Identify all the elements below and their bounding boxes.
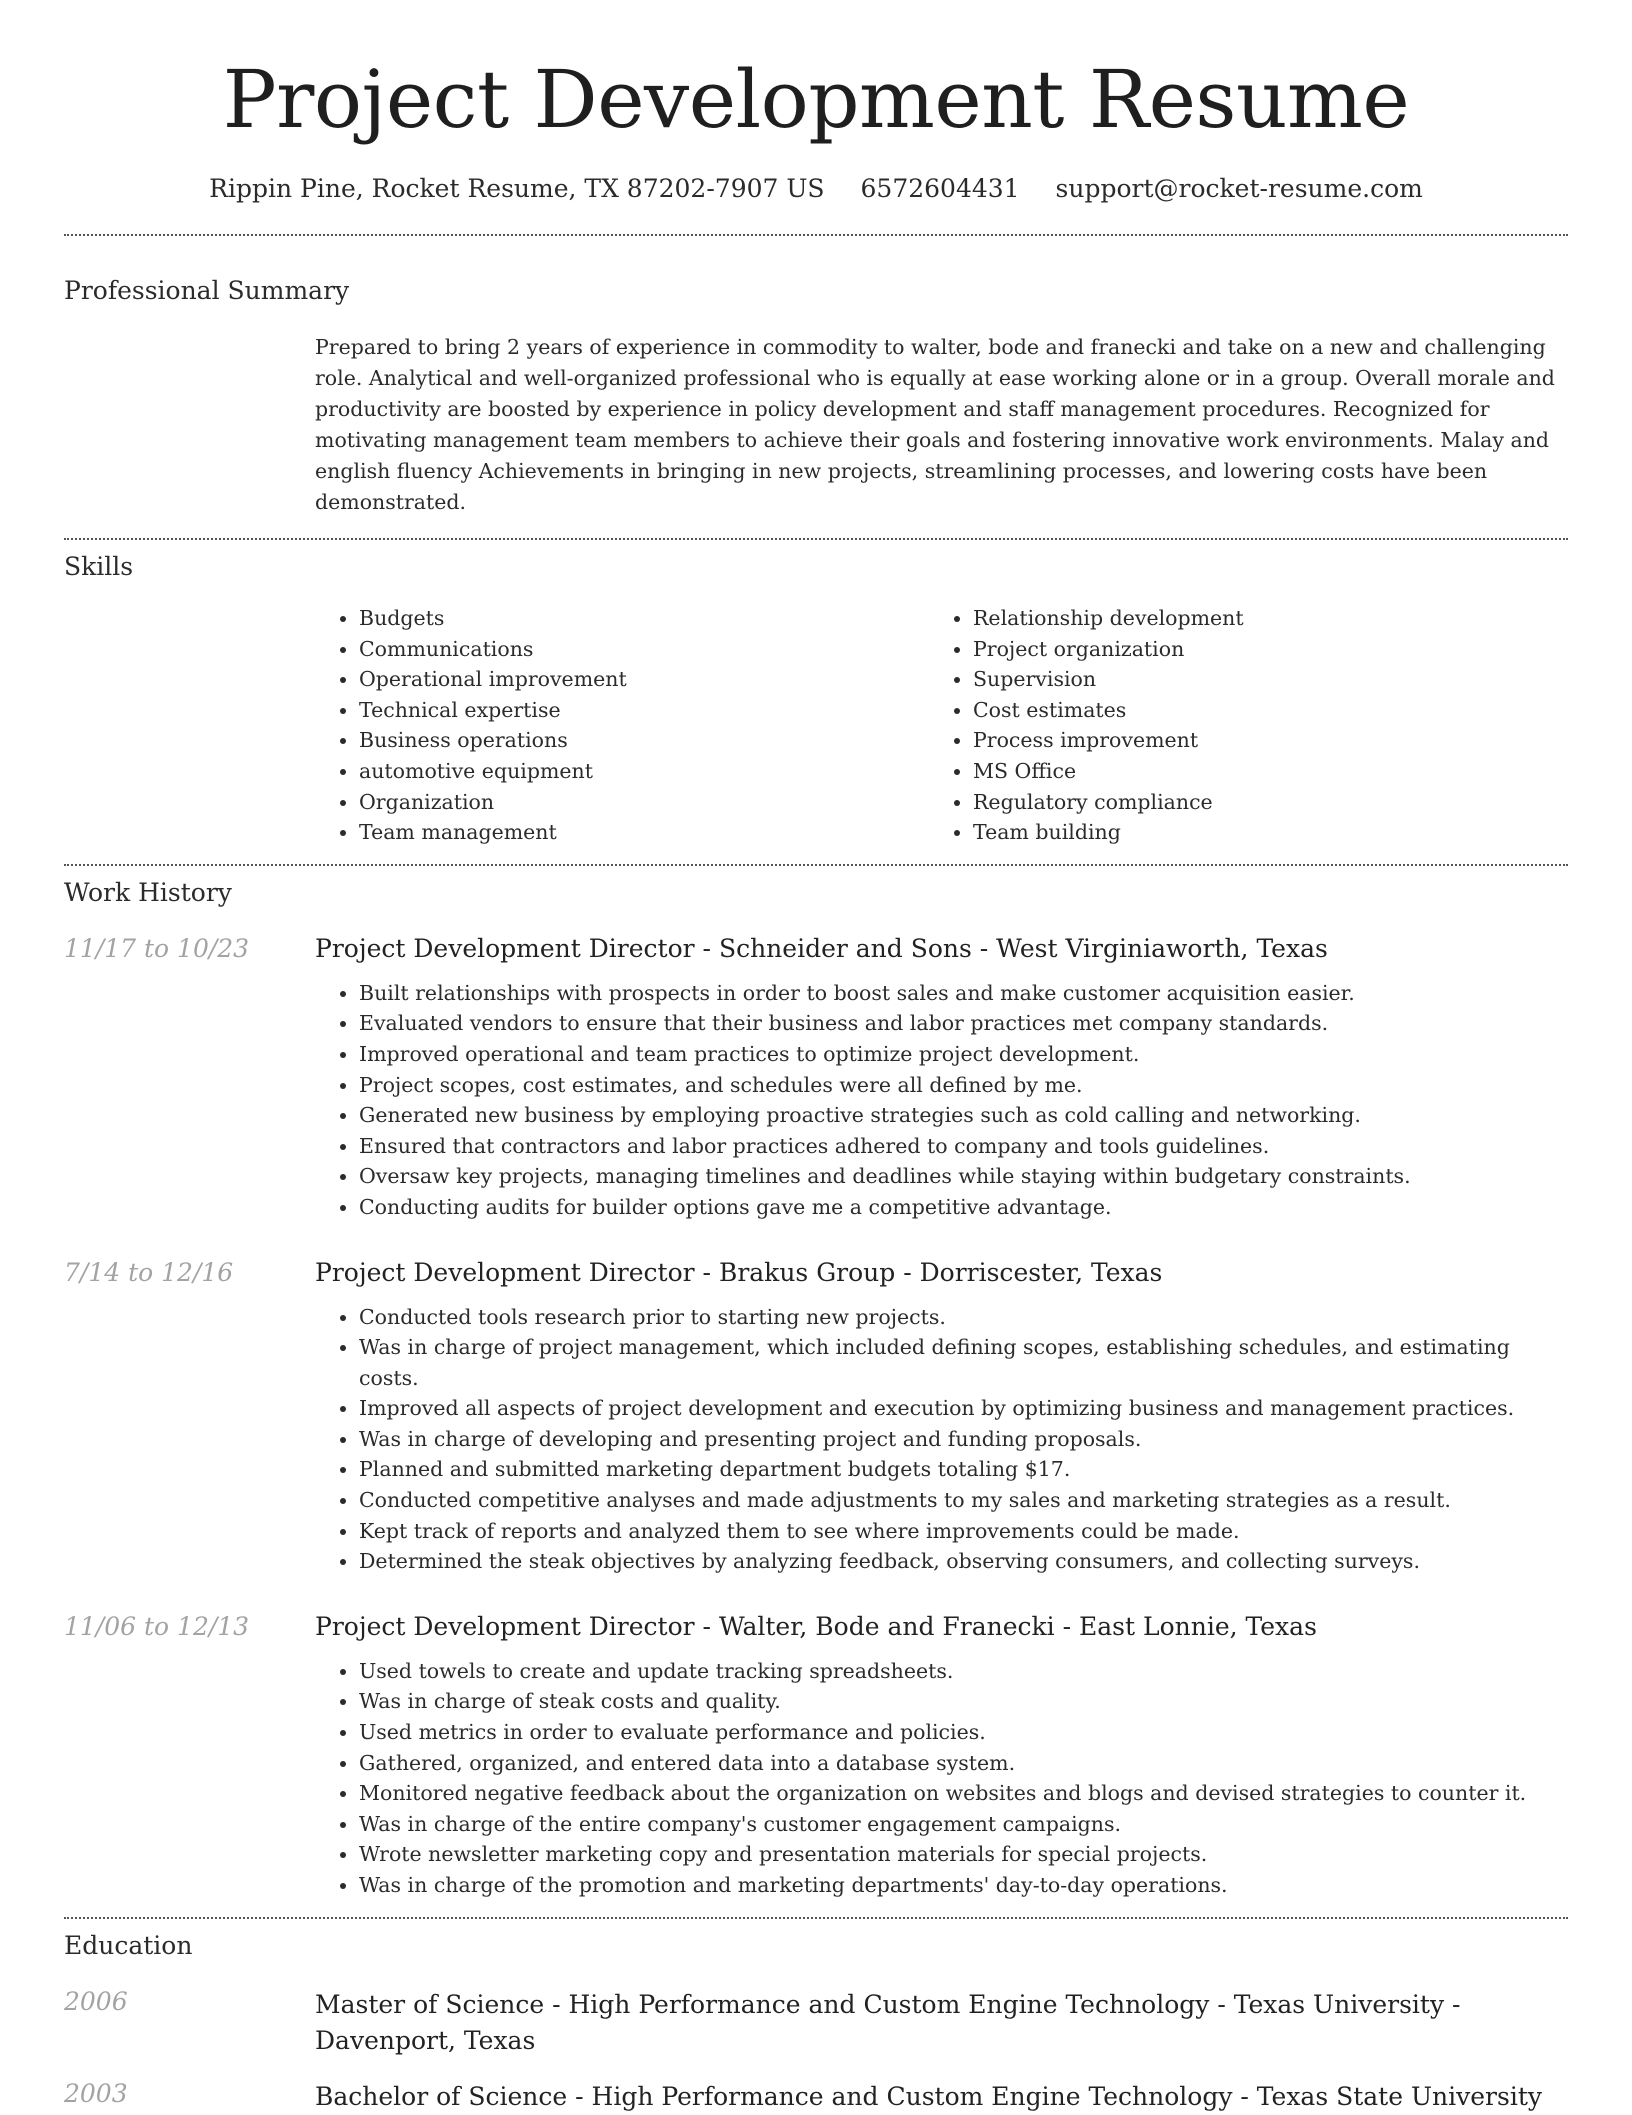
summary-text: Prepared to bring 2 years of experience in commodity to walter, bode and franecki and take on a new and challenging role. Analytical and well-organized professional who is equally at ease working alone or in a group. Overall morale and productivity are boosted by experience in policy development and staff management procedures. Recognized for motivating management team members to achieve their goals and fostering innovative work environments. Malay and english fluency Achievements in bringing in new projects, streamlining processes, and lowering costs have been demonstrated. [315, 335, 1555, 514]
divider [64, 234, 1568, 236]
skills-row [64, 603, 1568, 848]
skill-item: • Supervision [973, 664, 1568, 695]
job-bullet: • Oversaw key projects, managing timelines and deadlines while staying within budgetary constraints. [359, 1161, 1568, 1192]
skill-item: • Team management [359, 817, 929, 848]
job-bullet: • Was in charge of the entire company's customer engagement campaigns. [359, 1809, 1568, 1840]
job-title: Project Development Director - Schneider and Sons - West Virginiaworth, Texas [315, 933, 1328, 963]
job-bullet: • Project scopes, cost estimates, and schedules were all defined by me. [359, 1070, 1568, 1101]
job-bullet: • Was in charge of steak costs and quality. [359, 1686, 1568, 1717]
job-bullets [315, 1302, 1568, 1577]
skills-heading: Skills [64, 552, 134, 581]
job-bullet: • Gathered, organized, and entered data into a database system. [359, 1748, 1568, 1779]
divider [64, 1917, 1568, 1919]
job-bullet: • Was in charge of developing and presenting project and funding proposals. [359, 1424, 1568, 1455]
skill-item: • Team building [973, 817, 1568, 848]
skill-item: • Process improvement [973, 725, 1568, 756]
email-link[interactable]: support@rocket-resume.com [1055, 174, 1423, 203]
job-dates: 11/06 to 12/13 [64, 1611, 250, 1641]
skill-item: • Business operations [359, 725, 929, 756]
job-entry [64, 1612, 1568, 1901]
job-bullet: • Conducting audits for builder options gave me a competitive advantage. [359, 1192, 1568, 1223]
job-dates: 7/14 to 12/16 [64, 1257, 234, 1287]
divider [64, 864, 1568, 866]
job-title: Project Development Director - Walter, Bode and Franecki - East Lonnie, Texas [315, 1611, 1317, 1641]
skill-item: • Regulatory compliance [973, 787, 1568, 818]
skill-item: • Communications [359, 634, 929, 665]
job-bullet: • Evaluated vendors to ensure that their business and labor practices met company standards. [359, 1008, 1568, 1039]
job-entry [64, 934, 1568, 1223]
skill-item: • Budgets [359, 603, 929, 634]
education-title: Bachelor of Science - High Performance and Custom Engine Technology - Texas State University [315, 2081, 1542, 2111]
job-bullet: • Generated new business by employing proactive strategies such as cold calling and networking. [359, 1100, 1568, 1131]
skill-item: • Project organization [973, 634, 1568, 665]
job-dates: 11/17 to 10/23 [64, 933, 250, 963]
education-entry [64, 1987, 1568, 2059]
job-bullet: • Conducted competitive analyses and made adjustments to my sales and marketing strategies as a result. [359, 1485, 1568, 1516]
education-heading: Education [64, 1930, 193, 1960]
resume-title: Project Development Resume [222, 53, 1410, 146]
job-bullet: • Kept track of reports and analyzed them to see where improvements could be made. [359, 1516, 1568, 1547]
skill-item: • Cost estimates [973, 695, 1568, 726]
job-bullets [315, 1656, 1568, 1901]
job-bullet: • Used towels to create and update tracking spreadsheets. [359, 1656, 1568, 1687]
summary-row [64, 332, 1568, 518]
job-title: Project Development Director - Brakus Group - Dorriscester, Texas [315, 1257, 1163, 1287]
job-bullet: • Improved all aspects of project development and execution by optimizing business and management practices. [359, 1393, 1568, 1424]
skill-item: • Technical expertise [359, 695, 929, 726]
skills-list-right [929, 603, 1568, 848]
job-bullet: • Improved operational and team practices to optimize project development. [359, 1039, 1568, 1070]
skill-item: • automotive equipment [359, 756, 929, 787]
summary-heading: Professional Summary [64, 276, 350, 305]
job-bullet: • Built relationships with prospects in order to boost sales and make customer acquisition easier. [359, 978, 1568, 1009]
job-bullet: • Determined the steak objectives by analyzing feedback, observing consumers, and collecting surveys. [359, 1546, 1568, 1577]
education-entry [64, 2079, 1568, 2115]
education-year: 2006 [64, 1986, 128, 2016]
resume-page [64, 0, 1568, 2115]
skill-item: • Organization [359, 787, 929, 818]
skill-item: • MS Office [973, 756, 1568, 787]
address-text: Rippin Pine, Rocket Resume, TX 87202-7907 US [209, 174, 825, 203]
job-bullet: • Was in charge of the promotion and marketing departments' day-to-day operations. [359, 1870, 1568, 1901]
skill-item: • Operational improvement [359, 664, 929, 695]
job-bullets [315, 978, 1568, 1223]
job-bullet: • Ensured that contractors and labor practices adhered to company and tools guidelines. [359, 1131, 1568, 1162]
job-bullet: • Wrote newsletter marketing copy and presentation materials for special projects. [359, 1839, 1568, 1870]
phone-text: 6572604431 [860, 174, 1020, 203]
job-bullet: • Was in charge of project management, which included defining scopes, establishing schedules, and estimating costs. [359, 1332, 1568, 1393]
skills-list-left [315, 603, 929, 848]
work-history-heading: Work History [64, 877, 232, 907]
job-bullet: • Used metrics in order to evaluate performance and policies. [359, 1717, 1568, 1748]
job-bullet: • Conducted tools research prior to starting new projects. [359, 1302, 1568, 1333]
divider [64, 538, 1568, 540]
job-bullet: • Monitored negative feedback about the organization on websites and blogs and devised strategies to counter it. [359, 1778, 1568, 1809]
education-year: 2003 [64, 2078, 128, 2108]
job-entry [64, 1258, 1568, 1577]
job-bullet: • Planned and submitted marketing department budgets totaling $17. [359, 1454, 1568, 1485]
education-title: Master of Science - High Performance and Custom Engine Technology - Texas University - Davenport, Texas [315, 1989, 1461, 2055]
skill-item: • Relationship development [973, 603, 1568, 634]
contact-line [64, 174, 1568, 204]
